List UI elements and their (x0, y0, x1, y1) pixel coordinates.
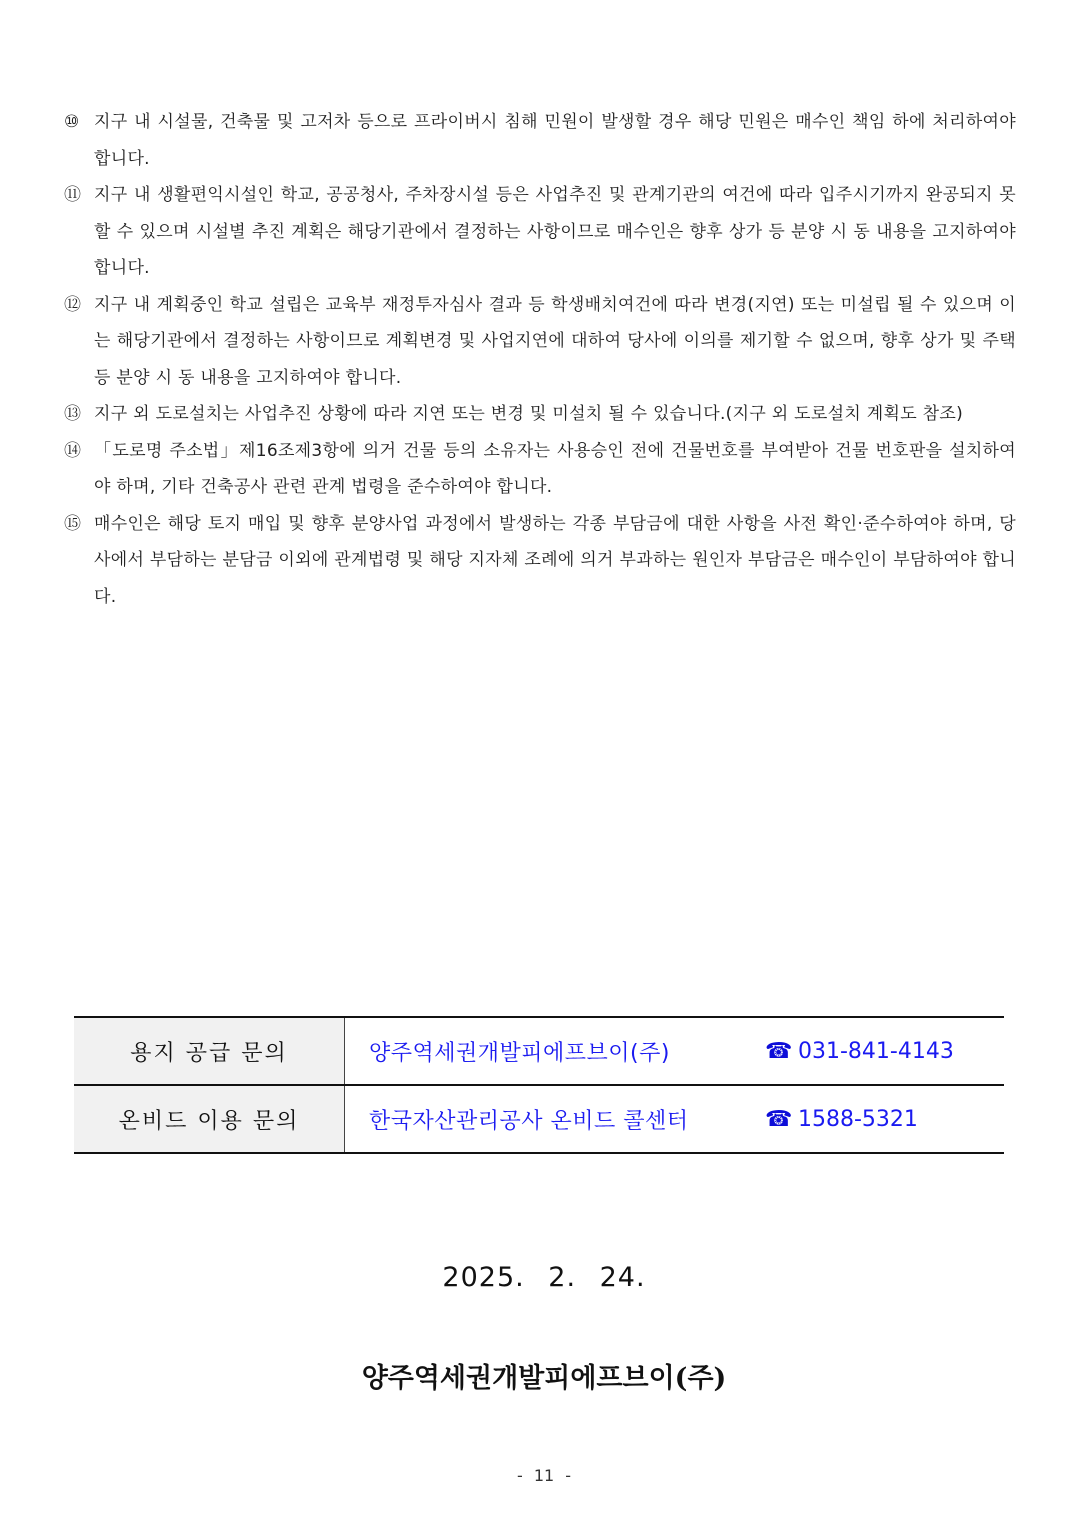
notice-item-11 (64, 177, 1016, 287)
notice-number: ⑭ (64, 440, 82, 461)
contact-org: 한국자산관리공사 온비드 콜센터 (345, 1085, 760, 1153)
notice-text: 지구 내 계획중인 학교 설립은 교육부 재정투자심사 결과 등 학생배치여건에 따라 변경(지연) 또는 미설립 될 수 있으며 이는 해당기관에서 결정하는 사항이므로 계획변경 및 사업지연에 대하여 당사에 이의를 제기할 수 없으며, 향후 상가 및 주택 등 분양 시 동 내용을 고지하여야 합니다. (94, 294, 1016, 388)
contact-table (74, 1016, 1004, 1154)
notice-number: ⑬ (64, 404, 82, 424)
notice-text: 지구 외 도로설치는 사업추진 상황에 따라 지연 또는 변경 및 미설치 될 수 있습니다.(지구 외 도로설치 계획도 참조) (94, 404, 964, 424)
contact-row-land-supply (74, 1017, 1004, 1085)
telephone-icon: ☎ (765, 1038, 793, 1064)
contact-phone-cell (759, 1017, 1004, 1085)
contact-phone-cell (759, 1085, 1004, 1153)
notice-item-10 (64, 104, 1016, 177)
notice-text: 지구 내 생활편익시설인 학교, 공공청사, 주차장시설 등은 사업추진 및 관계기관의 여건에 따라 입주시기까지 완공되지 못할 수 있으며 시설별 추진 계획은 해당기관에서 결정하는 사항이므로 매수인은 향후 상가 등 분양 시 동 내용을 고지하여야 합니다. (94, 185, 1016, 278)
document-date: 2025. 2. 24. (442, 1262, 646, 1293)
contact-label: 온비드 이용 문의 (74, 1085, 345, 1153)
notice-text: 지구 내 시설물, 건축물 및 고저차 등으로 프라이버시 침해 민원이 발생할 경우 해당 민원은 매수인 책임 하에 처리하여야 합니다. (94, 112, 1016, 169)
notice-item-12 (64, 287, 1016, 397)
contact-label: 용지 공급 문의 (74, 1017, 345, 1085)
notice-list (64, 104, 1016, 615)
notice-number: ⑩ (64, 112, 80, 132)
issuer-name: 양주역세권개발피에프브이(주) (361, 1363, 727, 1394)
notice-number: ⑮ (64, 513, 82, 534)
notice-number: ⑪ (64, 185, 82, 205)
telephone-icon: ☎ (765, 1106, 793, 1132)
page-number: - 11 - (516, 1466, 572, 1485)
notice-item-14 (64, 433, 1016, 506)
notice-text: 「도로명 주소법」제16조제3항에 의거 건물 등의 소유자는 사용승인 전에 건물번호를 부여받아 건물 번호판을 설치하여야 하며, 기타 건축공사 관련 관계 법령을 준수하여야 합니다. (94, 440, 1016, 497)
notice-text: 매수인은 해당 토지 매입 및 향후 분양사업 과정에서 발생하는 각종 부담금에 대한 사항을 사전 확인·준수하여야 하며, 당사에서 부담하는 분담금 이외에 관계법령 및 해당 지자체 조례에 의거 부과하는 원인자 부담금은 매수인이 부담하여야 합니다. (94, 513, 1016, 607)
contact-row-onbid (74, 1085, 1004, 1153)
notice-item-13 (64, 396, 1016, 433)
contact-phone-number: 031-841-4143 (798, 1038, 954, 1064)
contact-phone-number: 1588-5321 (798, 1106, 918, 1132)
contact-org: 양주역세권개발피에프브이(주) (369, 1040, 670, 1066)
notice-number: ⑫ (64, 294, 82, 315)
notice-item-15 (64, 506, 1016, 616)
